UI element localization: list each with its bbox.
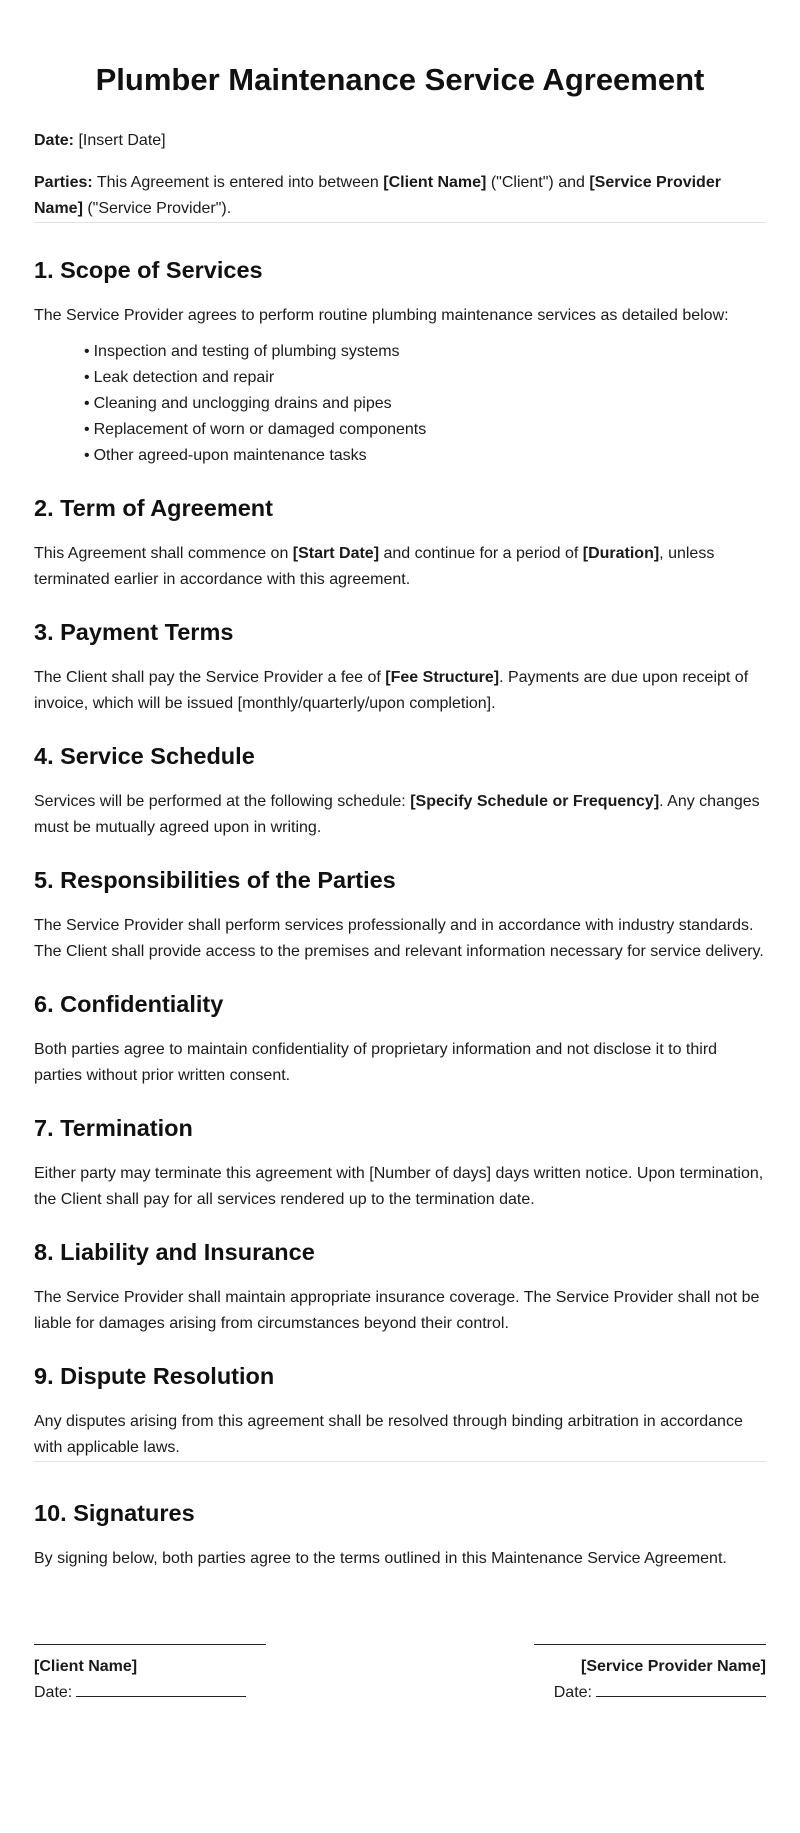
- schedule-text-1: Services will be performed at the following schedule:: [34, 793, 411, 810]
- responsibilities-heading: 5. Responsibilities of the Parties: [34, 867, 396, 893]
- parties-provider-name: [Service Provider Name]: [34, 174, 721, 217]
- liability-text: The Service Provider shall maintain appropriate insurance coverage. The Service Provider shall not be liable for damages arising from circumstances beyond their control.: [34, 1289, 760, 1332]
- payment-text-2: . Payments are due upon receipt of invoice, which will be issued [monthly/quarterly/upon completion].: [34, 669, 749, 712]
- scope-intro: The Service Provider agrees to perform routine plumbing maintenance services as detailed below:: [34, 307, 729, 324]
- term-start-date: [Start Date]: [292, 545, 380, 562]
- payment-text: [34, 665, 766, 717]
- term-text-2: and continue for a period of: [379, 545, 583, 562]
- dispute-text: Any disputes arising from this agreement shall be resolved through binding arbitration in accordance with applicable laws.: [34, 1413, 743, 1456]
- parties-text-1: This Agreement is entered into between: [92, 174, 384, 191]
- confidentiality-heading: 6. Confidentiality: [34, 991, 224, 1017]
- parties-text-2: ("Client") and: [486, 174, 590, 191]
- scope-heading: 1. Scope of Services: [34, 257, 263, 283]
- schedule-heading: 4. Service Schedule: [34, 743, 255, 769]
- list-item-text: Replacement of worn or damaged components: [93, 421, 427, 438]
- liability-heading: 8. Liability and Insurance: [34, 1239, 315, 1265]
- list-item-text: Other agreed-upon maintenance tasks: [93, 447, 367, 464]
- term-text-3: , unless terminated earlier in accordance with this agreement.: [34, 545, 715, 588]
- schedule-frequency: [Specify Schedule or Frequency]: [410, 793, 660, 810]
- bullet: •: [84, 343, 90, 360]
- date-value: [Insert Date]: [74, 132, 166, 149]
- list-item-text: Inspection and testing of plumbing systems: [93, 343, 400, 360]
- term-text: [34, 541, 766, 593]
- provider-signature-name: [Service Provider Name]: [581, 1658, 766, 1675]
- term-heading: 2. Term of Agreement: [34, 495, 273, 521]
- parties-label: Parties:: [34, 174, 93, 191]
- signature-block: [34, 1644, 766, 1744]
- date-label: Date:: [34, 132, 75, 149]
- payment-fee: [Fee Structure]: [385, 669, 500, 686]
- term-text-1: This Agreement shall commence on: [34, 545, 293, 562]
- bullet: •: [84, 369, 90, 386]
- termination-heading: 7. Termination: [34, 1115, 193, 1141]
- provider-date-blank[interactable]: [596, 1680, 766, 1697]
- client-signature-date: [34, 1680, 246, 1706]
- list-item: [84, 417, 766, 443]
- scope-list: [34, 339, 766, 469]
- schedule-text: [34, 789, 766, 841]
- section-divider: [34, 222, 766, 223]
- list-item: [84, 339, 766, 365]
- bullet: •: [84, 447, 90, 464]
- section-divider: [34, 1461, 766, 1462]
- dispute-heading: 9. Dispute Resolution: [34, 1363, 275, 1389]
- parties-client-name: [Client Name]: [383, 174, 487, 191]
- signatures-heading: 10. Signatures: [34, 1500, 195, 1526]
- confidentiality-text: Both parties agree to maintain confidentiality of proprietary information and not disclose it to third parties without prior written consent.: [34, 1041, 718, 1084]
- provider-signature-line[interactable]: [534, 1644, 766, 1645]
- payment-heading: 3. Payment Terms: [34, 619, 234, 645]
- term-duration: [Duration]: [582, 545, 660, 562]
- document-title: Plumber Maintenance Service Agreement: [95, 62, 705, 97]
- client-signature-name: [Client Name]: [34, 1658, 138, 1675]
- list-item: [84, 443, 766, 469]
- schedule-text-2: . Any changes must be mutually agreed upon in writing.: [34, 793, 760, 836]
- client-date-blank[interactable]: [76, 1680, 246, 1697]
- provider-signature-date: [554, 1680, 766, 1706]
- bullet: •: [84, 395, 90, 412]
- list-item: [84, 391, 766, 417]
- agreement-date: [34, 128, 766, 154]
- responsibilities-text: The Service Provider shall perform services professionally and in accordance with industry standards. The Client shall provide access to the premises and relevant information necessary for service delivery.: [34, 917, 764, 960]
- bullet: •: [84, 421, 90, 438]
- list-item-text: Leak detection and repair: [93, 369, 275, 386]
- client-signature-line[interactable]: [34, 1644, 266, 1645]
- agreement-parties: [34, 170, 766, 222]
- signatures-text: By signing below, both parties agree to the terms outlined in this Maintenance Service Agreement.: [34, 1550, 727, 1567]
- client-date-label: Date:: [34, 1684, 73, 1701]
- parties-text-3: ("Service Provider").: [82, 200, 232, 217]
- list-item: [84, 365, 766, 391]
- provider-date-label: Date:: [553, 1684, 592, 1701]
- payment-text-1: The Client shall pay the Service Provider a fee of: [34, 669, 386, 686]
- termination-text: Either party may terminate this agreement with [Number of days] days written notice. Upon termination, the Client shall pay for all services rendered up to the termination date.: [34, 1165, 764, 1208]
- list-item-text: Cleaning and unclogging drains and pipes: [93, 395, 392, 412]
